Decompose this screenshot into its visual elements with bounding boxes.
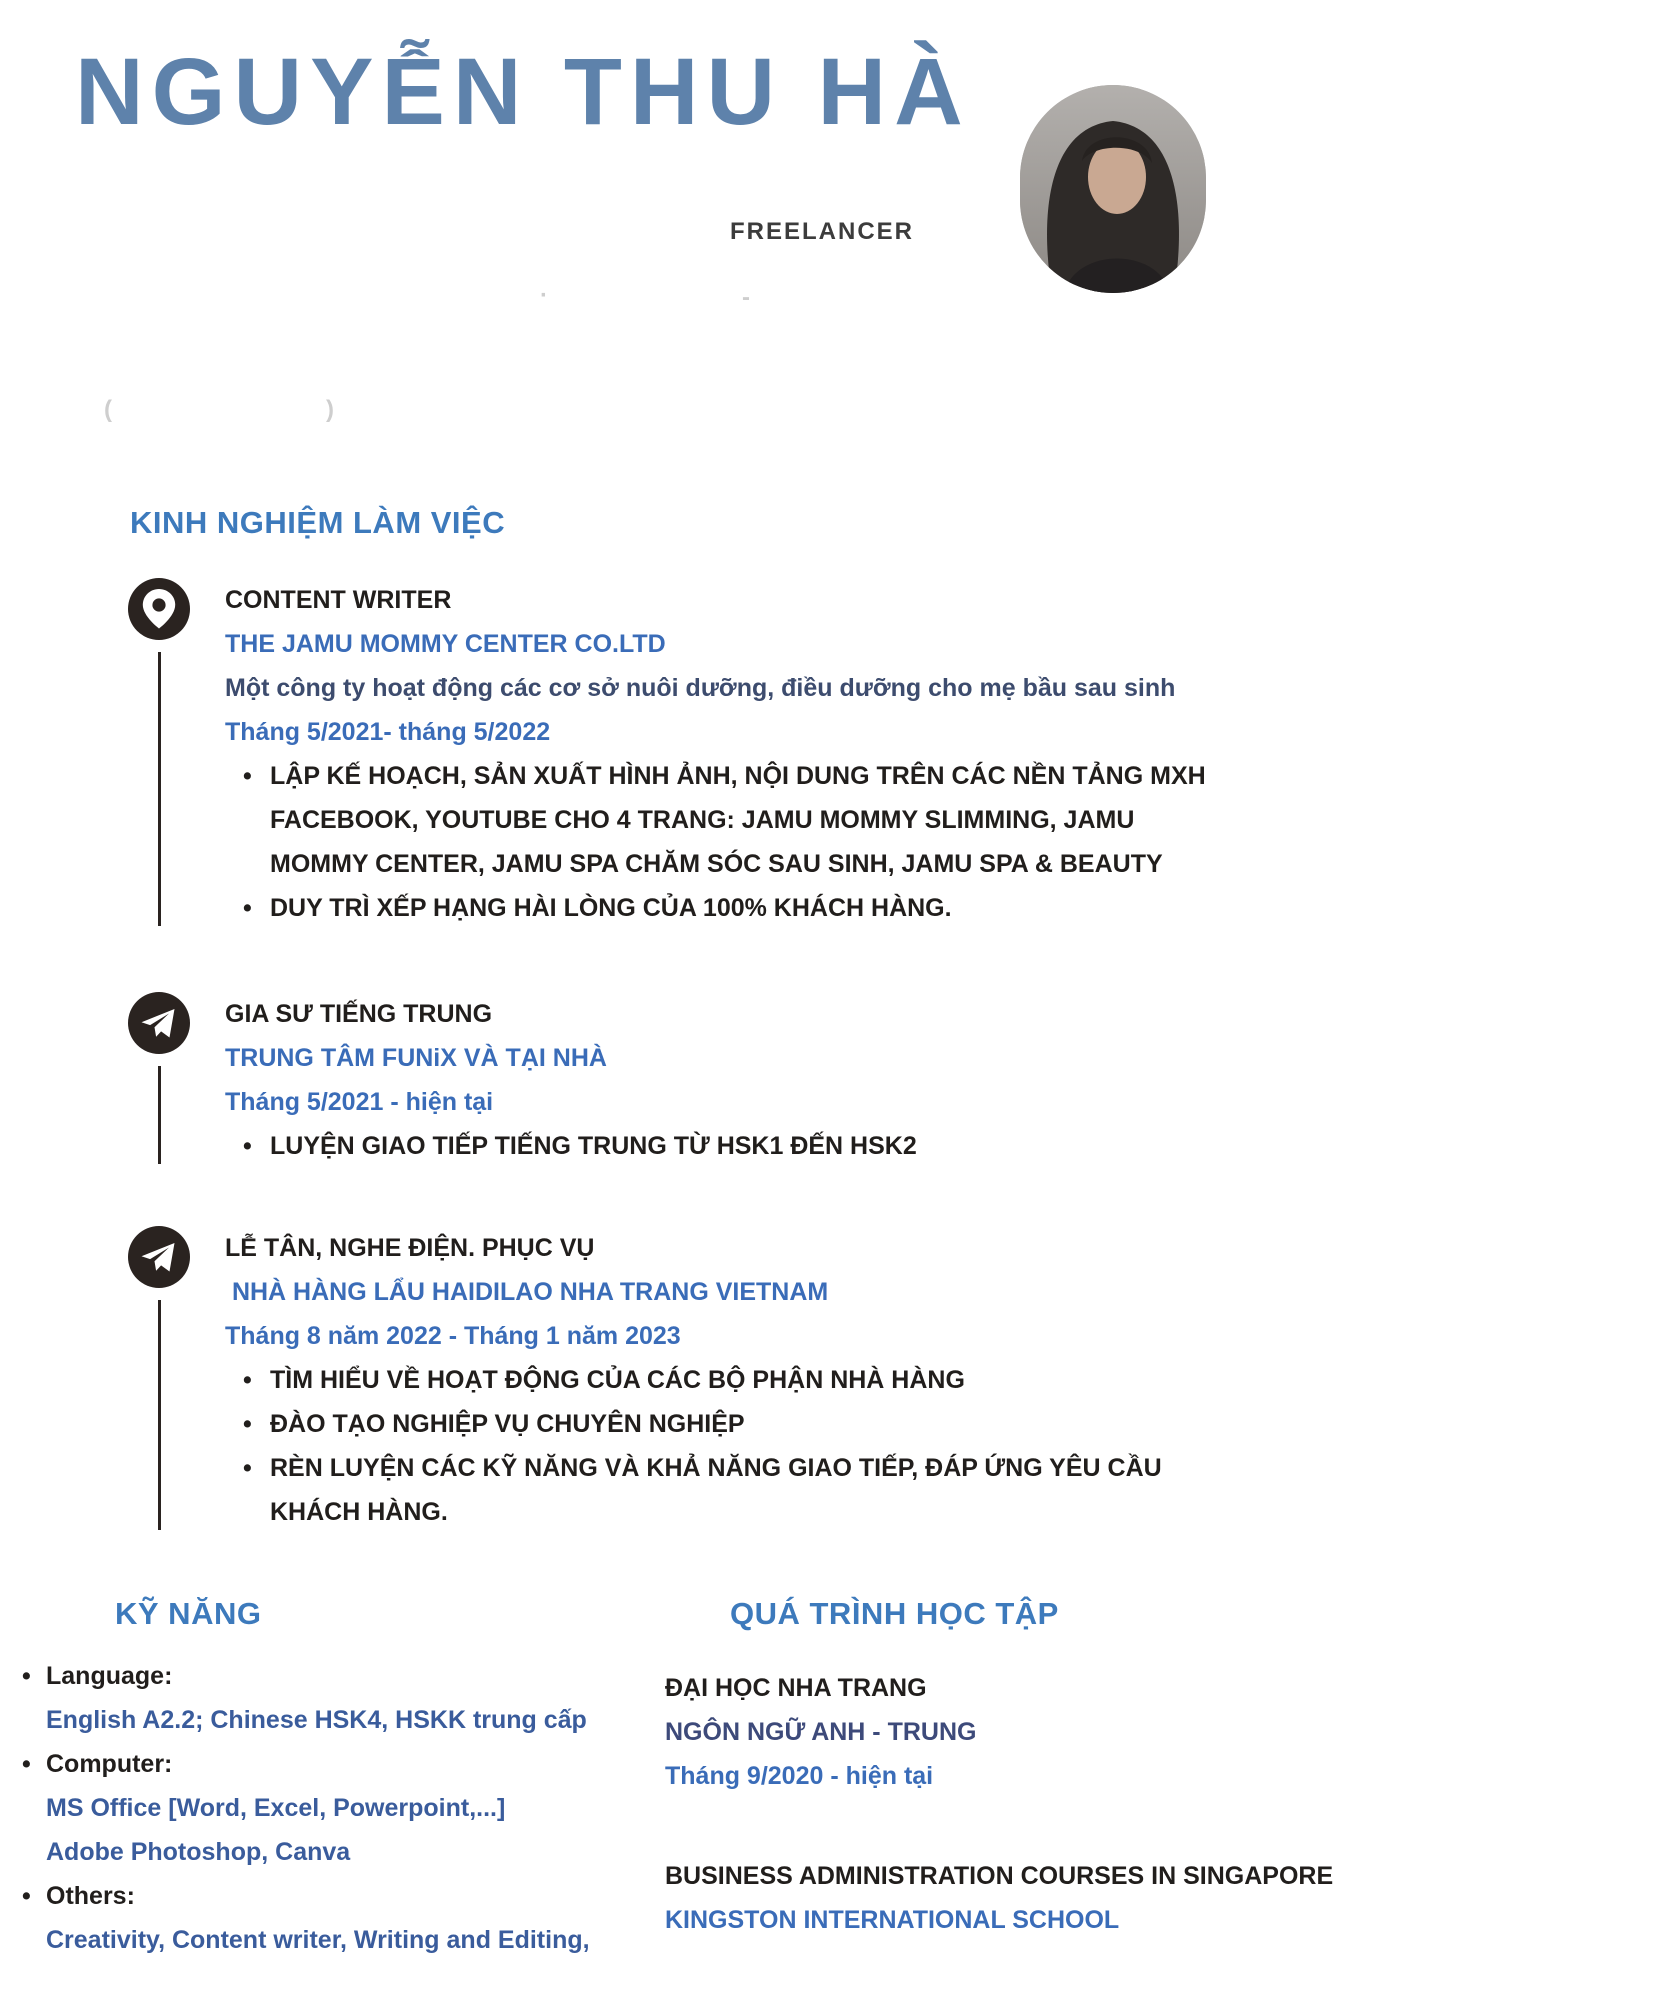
job-title: CONTENT WRITER bbox=[225, 586, 452, 614]
education-major: KINGSTON INTERNATIONAL SCHOOL bbox=[665, 1906, 1120, 1934]
job-title: GIA SƯ TIẾNG TRUNG bbox=[225, 1000, 493, 1028]
job-bullet: • DUY TRÌ XẾP HẠNG HÀI LÒNG CỦA 100% KHÁCH HÀNG. bbox=[243, 886, 1233, 930]
job-bullet: • LUYỆN GIAO TIẾP TIẾNG TRUNG TỪ HSK1 ĐẾN HSK2 bbox=[243, 1124, 1233, 1168]
profile-photo-placeholder bbox=[1020, 85, 1206, 293]
job-period: Tháng 8 năm 2022 - Tháng 1 năm 2023 bbox=[225, 1322, 681, 1350]
telegram-icon bbox=[128, 1226, 190, 1288]
faint-mark: ( bbox=[104, 396, 112, 423]
job-bullet-list bbox=[225, 754, 1233, 930]
job-text bbox=[225, 578, 1548, 930]
skill-group bbox=[22, 1874, 622, 1962]
profile-photo bbox=[1020, 85, 1206, 293]
person-name: NGUYỄN THU HÀ bbox=[75, 39, 971, 145]
skill-value: MS Office [Word, Excel, Powerpoint,...] bbox=[46, 1794, 506, 1822]
timeline-line bbox=[158, 652, 161, 926]
skill-group bbox=[22, 1654, 622, 1742]
skill-value: Creativity, Content writer, Writing and Editing, bbox=[46, 1926, 590, 1954]
timeline-line bbox=[158, 1300, 161, 1530]
faint-mark: · bbox=[540, 282, 548, 309]
job-bullet: • ĐÀO TẠO NGHIỆP VỤ CHUYÊN NGHIỆP bbox=[243, 1402, 1233, 1446]
timeline-line bbox=[158, 1066, 161, 1164]
skills-list bbox=[22, 1654, 622, 1962]
job-entry bbox=[128, 1226, 1548, 1534]
job-period: Tháng 5/2021 - hiện tại bbox=[225, 1088, 494, 1116]
job-text bbox=[225, 992, 1548, 1168]
job-company: TRUNG TÂM FUNiX VÀ TẠI NHÀ bbox=[225, 1044, 607, 1072]
education-entry bbox=[665, 1854, 1645, 1942]
job-company: NHÀ HÀNG LẨU HAIDILAO NHA TRANG VIETNAM bbox=[225, 1278, 829, 1306]
job-bullet: • TÌM HIỂU VỀ HOẠT ĐỘNG CỦA CÁC BỘ PHẬN NHÀ HÀNG bbox=[243, 1358, 1233, 1402]
job-description: Một công ty hoạt động các cơ sở nuôi dưỡng, điều dưỡng cho mẹ bầu sau sinh bbox=[225, 674, 1176, 702]
education-school: BUSINESS ADMINISTRATION COURSES IN SINGAPORE bbox=[665, 1862, 1334, 1890]
skill-group bbox=[22, 1742, 622, 1874]
education-school: ĐẠI HỌC NHA TRANG bbox=[665, 1674, 927, 1702]
education-heading: QUÁ TRÌNH HỌC TẬP bbox=[730, 1596, 1059, 1631]
job-bullet: • LẬP KẾ HOẠCH, SẢN XUẤT HÌNH ẢNH, NỘI DUNG TRÊN CÁC NỀN TẢNG MXH FACEBOOK, YOUTUBE CHO 4 TRANG: JAMU MOMMY SLIMMING, JAMU MOMMY CENTER, JAMU SPA CHĂM SÓC SAU SINH, JAMU SPA & BEAUTY bbox=[243, 754, 1233, 886]
timeline-column bbox=[128, 1226, 190, 1534]
skill-label: • Language: bbox=[46, 1662, 173, 1690]
job-title: LỄ TÂN, NGHE ĐIỆN. PHỤC VỤ bbox=[225, 1234, 595, 1262]
education-entry bbox=[665, 1666, 1645, 1798]
timeline-column bbox=[128, 992, 190, 1168]
job-text bbox=[225, 1226, 1548, 1534]
job-bullet-list bbox=[225, 1124, 1233, 1168]
skills-heading: KỸ NĂNG bbox=[115, 1596, 262, 1631]
periscope-pin-icon bbox=[128, 578, 190, 640]
job-entry bbox=[128, 992, 1548, 1168]
faint-mark: - bbox=[742, 284, 750, 311]
person-role: FREELANCER bbox=[730, 218, 915, 245]
education-period: Tháng 9/2020 - hiện tại bbox=[665, 1762, 934, 1790]
telegram-icon bbox=[128, 992, 190, 1054]
job-company: THE JAMU MOMMY CENTER CO.LTD bbox=[225, 630, 666, 658]
skill-value: Adobe Photoshop, Canva bbox=[46, 1838, 351, 1866]
skill-label: • Computer: bbox=[46, 1750, 173, 1778]
skill-label: • Others: bbox=[46, 1882, 135, 1910]
skill-value: English A2.2; Chinese HSK4, HSKK trung cấp bbox=[46, 1706, 587, 1734]
job-entry bbox=[128, 578, 1548, 930]
job-period: Tháng 5/2021- tháng 5/2022 bbox=[225, 718, 551, 746]
job-bullet-list bbox=[225, 1358, 1233, 1534]
timeline-column bbox=[128, 578, 190, 930]
faint-mark: ) bbox=[326, 396, 334, 423]
job-bullet: • RÈN LUYỆN CÁC KỸ NĂNG VÀ KHẢ NĂNG GIAO TIẾP, ĐÁP ỨNG YÊU CẦU KHÁCH HÀNG. bbox=[243, 1446, 1233, 1534]
education-major: NGÔN NGỮ ANH - TRUNG bbox=[665, 1718, 977, 1746]
experience-heading: KINH NGHIỆM LÀM VIỆC bbox=[130, 505, 506, 540]
